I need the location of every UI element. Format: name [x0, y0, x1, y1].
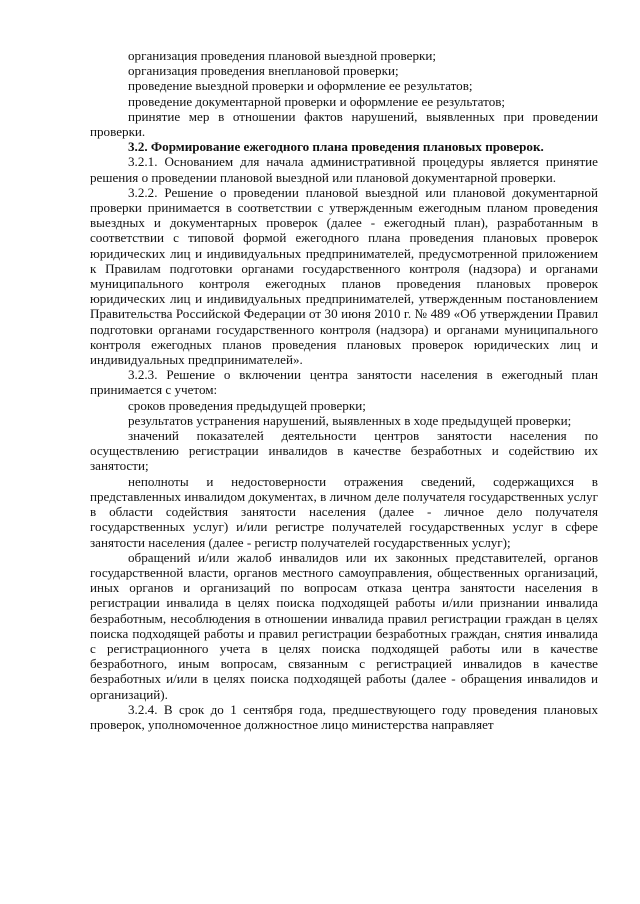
list-item: результатов устранения нарушений, выявленных в ходе предыдущей проверки; [128, 412, 572, 428]
section-heading: 3.2. Формирование ежегодного плана проведения плановых проверок. [128, 139, 544, 155]
list-item: проведение выездной проверки и оформление ее результатов; [128, 78, 473, 94]
paragraph: 3.2.1. Основанием для начала административной процедуры является принятие решения о проведении плановой выездной или плановой документарной проверки. [90, 154, 598, 185]
list-item: неполноты и недостоверности отражения сведений, содержащихся в представленных инвалидом документах, в личном деле получателя государственных услуг в области содействия занятости населения (далее - личное дело получателя государственных услуг) и/или регистре получателей государственных услуг в сфере занятости населения (далее - регистр получателей государственных услуг); [90, 473, 598, 550]
list-item: проведение документарной проверки и оформление ее результатов; [128, 93, 506, 109]
document-page [90, 48, 598, 732]
paragraph: 3.2.3. Решение о включении центра занятости населения в ежегодный план принимается с учетом: [90, 367, 598, 398]
list-item: организация проведения плановой выездной проверки; [128, 48, 436, 63]
list-item: принятие мер в отношении фактов нарушений, выявленных при проведении проверки. [90, 108, 598, 140]
list-item: организация проведения внеплановой проверки; [128, 63, 399, 79]
list-item: значений показателей деятельности центров занятости населения по осуществлению регистрации инвалидов в качестве безработных и содействию их занятости; [90, 428, 598, 474]
paragraph: 3.2.2. Решение о проведении плановой выездной или плановой документарной проверки принимается в соответствии с утвержденным ежегодным планом проведения выездных и документарных проверок (далее - ежегодный план), разработанным в соответствии с типовой формой ежегодного плана проведения плановых проверок юридических лиц и индивидуальных предпринимателей, предусмотренной приложением к Правилам подготовки органами государственного контроля (надзора) и органами муниципального контроля ежегодных планов проведения плановых проверок юридических лиц и индивидуальных предпринимателей, утвержденным постановлением Правительства Российской Федерации от 30 июня 2010 г. № 489 «Об утверждении Правил подготовки органами государственного контроля (надзора) и органами муниципального контроля ежегодных планов проведения плановых проверок юридических лиц и индивидуальных предпринимателей». [90, 184, 598, 368]
list-item: сроков проведения предыдущей проверки; [128, 397, 366, 413]
paragraph: 3.2.4. В срок до 1 сентября года, предшествующего году проведения плановых проверок, уполномоченное должностное лицо министерства направляет [90, 701, 598, 732]
list-item: обращений и/или жалоб инвалидов или их законных представителей, органов государственной власти, органов местного самоуправления, общественных организаций, иных органов и организаций по вопросам отказа центра занятости населения в регистрации инвалида в целях поиска подходящей работы и/или признании инвалида безработным, несоблюдения в отношении инвалида правил регистрации граждан в целях поиска подходящей работы и правил регистрации безработных граждан, снятия инвалида с регистрационного учета в целях поиска подходящей работы или в качестве безработного, иным вопросам, связанным с регистрацией инвалидов в качестве безработных и/или в целях поиска подходящей работы (далее - обращения инвалидов и организаций). [90, 549, 598, 702]
